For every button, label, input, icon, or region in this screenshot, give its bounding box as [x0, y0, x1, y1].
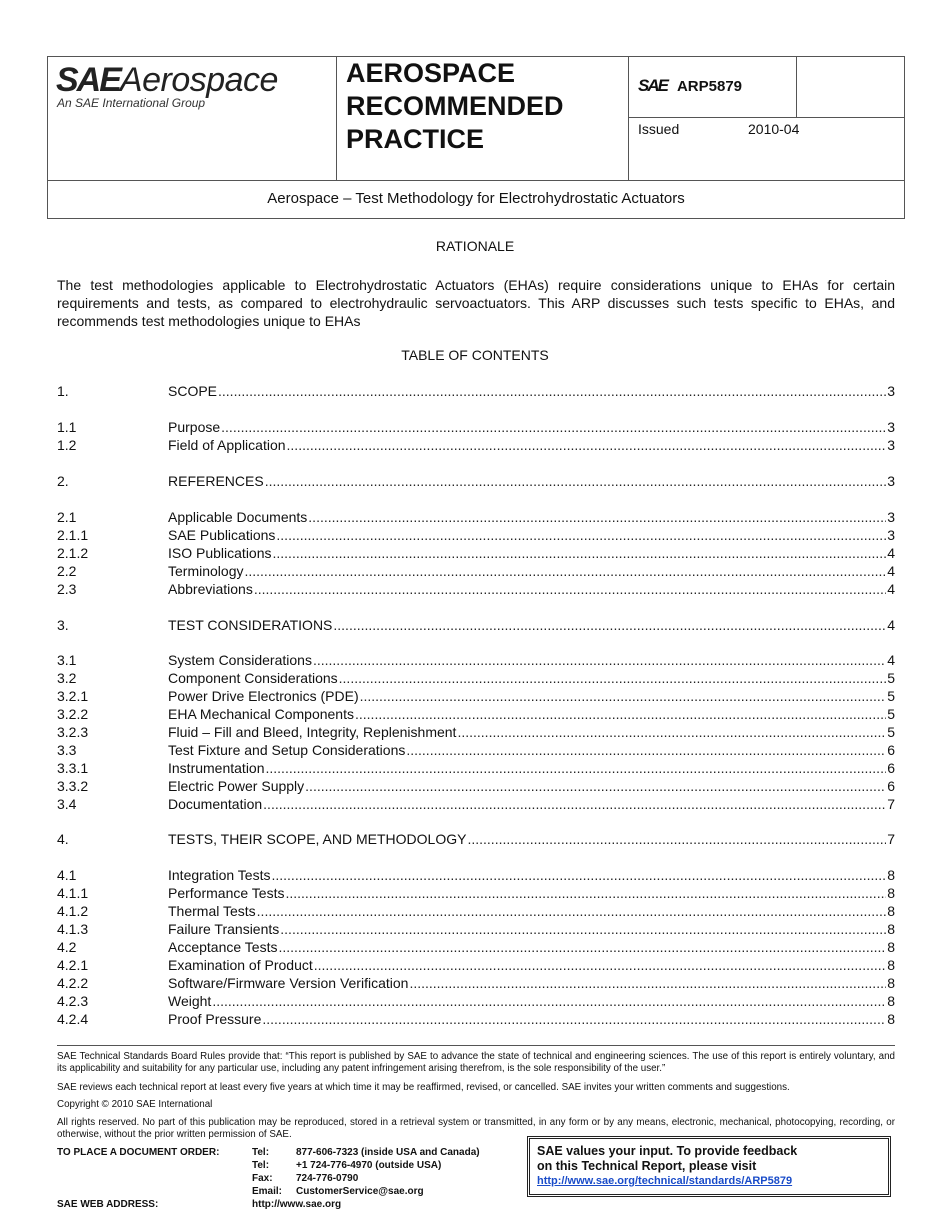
toc-entry[interactable] — [57, 437, 895, 455]
document-number — [638, 76, 742, 96]
toc-leader-dots — [244, 563, 886, 579]
toc-entry[interactable] — [57, 706, 895, 724]
toc-entry[interactable] — [57, 617, 895, 635]
toc-entry-number: 3.2 — [57, 670, 77, 686]
toc-entry-page: 8 — [887, 1011, 895, 1027]
toc-entry-number: 4.1.1 — [57, 885, 89, 901]
toc-entry-page: 4 — [887, 652, 895, 668]
toc-leader-dots — [305, 778, 886, 794]
toc-entry-number: 4.2 — [57, 939, 77, 955]
toc-entry-title: EHA Mechanical Components — [168, 706, 354, 722]
toc-entry-number: 4.2.2 — [57, 975, 89, 991]
toc-entry-number: 1.2 — [57, 437, 77, 453]
toc-entry-title: Terminology — [168, 563, 244, 579]
toc-entry-title: Integration Tests — [168, 867, 271, 883]
toc-leader-dots — [266, 760, 887, 776]
logo-subtitle: An SAE International Group — [57, 96, 206, 110]
toc-entry[interactable] — [57, 527, 895, 545]
toc-entry-title: ISO Publications — [168, 545, 272, 561]
header-divider — [628, 117, 904, 118]
toc-entry[interactable] — [57, 885, 895, 903]
contact-line — [252, 1198, 480, 1211]
toc-leader-dots — [262, 1011, 886, 1027]
board-rules-text: SAE Technical Standards Board Rules provide that: “This report is published by SAE to advance the state of technical and engineering sciences. The use of this report is entirely voluntary, and its applicability and suitability for any particular use, including any patent infringement arising therefrom, is the sole responsibility of the user.” — [57, 1051, 895, 1074]
toc-entry-number: 3.3.1 — [57, 760, 89, 776]
contact-line — [252, 1146, 480, 1159]
toc-entry-title: Fluid – Fill and Bleed, Integrity, Replenishment — [168, 724, 457, 740]
toc-entry-title: Documentation — [168, 796, 263, 812]
feedback-line: on this Technical Report, please visit — [537, 1159, 757, 1173]
toc-entry[interactable] — [57, 993, 895, 1011]
toc-leader-dots — [339, 670, 887, 686]
toc-entry-page: 4 — [887, 545, 895, 561]
toc-entry-title: Performance Tests — [168, 885, 285, 901]
fax-value: 724-776-0790 — [296, 1173, 359, 1184]
toc-entry[interactable] — [57, 473, 895, 491]
review-text: SAE reviews each technical report at least every five years at which time it may be reaffirmed, revised, or cancelled. SAE invites your written comments and suggestions. — [57, 1082, 790, 1093]
toc-entry[interactable] — [57, 509, 895, 527]
tel2-label: Tel: — [252, 1160, 270, 1171]
toc-leader-dots — [406, 742, 886, 758]
toc-entry-page: 4 — [887, 563, 895, 579]
toc-entry-title: System Considerations — [168, 652, 312, 668]
toc-entry[interactable] — [57, 1011, 895, 1029]
toc-entry-page: 6 — [887, 742, 895, 758]
toc-leader-dots — [263, 796, 886, 812]
toc-entry-page: 5 — [887, 706, 895, 722]
toc-leader-dots — [285, 885, 886, 901]
toc-entry-number: 3.2.1 — [57, 688, 89, 704]
toc-entry-title: Abbreviations — [168, 581, 253, 597]
feedback-box — [527, 1136, 891, 1197]
toc-entry[interactable] — [57, 383, 895, 401]
copyright: Copyright © 2010 SAE International — [57, 1099, 213, 1110]
toc-leader-dots — [273, 545, 887, 561]
toc-entry-number: 2.3 — [57, 581, 77, 597]
toc-entry-page: 3 — [887, 437, 895, 453]
toc-entry-number: 3.1 — [57, 652, 77, 668]
toc-entry-number: 3.2.3 — [57, 724, 89, 740]
toc-entry[interactable] — [57, 724, 895, 742]
toc-heading: TABLE OF CONTENTS — [401, 347, 549, 363]
rationale-heading: RATIONALE — [435, 238, 515, 254]
toc-leader-dots — [360, 688, 887, 704]
toc-leader-dots — [257, 903, 887, 919]
toc-entry-number: 3.3 — [57, 742, 77, 758]
toc-leader-dots — [409, 975, 886, 991]
toc-entry-number: 4.2.3 — [57, 993, 89, 1009]
toc-entry-number: 2. — [57, 473, 69, 489]
toc-entry-title: Failure Transients — [168, 921, 280, 937]
toc-leader-dots — [276, 527, 886, 543]
toc-leader-dots — [271, 867, 886, 883]
toc-entry[interactable] — [57, 778, 895, 796]
toc-entry-title: Electric Power Supply — [168, 778, 305, 794]
toc-entry[interactable] — [57, 921, 895, 939]
toc-entry-page: 5 — [887, 688, 895, 704]
toc-entry-number: 3.3.2 — [57, 778, 89, 794]
toc-leader-dots — [333, 617, 886, 633]
toc-entry-page: 5 — [887, 670, 895, 686]
toc-entry-number: 1.1 — [57, 419, 77, 435]
contact-line — [252, 1159, 480, 1172]
fax-label: Fax: — [252, 1173, 273, 1184]
toc-leader-dots — [254, 581, 886, 597]
toc-entry-page: 8 — [887, 921, 895, 937]
email-value[interactable]: CustomerService@sae.org — [296, 1186, 424, 1197]
header-divider — [796, 57, 797, 118]
contact-block — [252, 1146, 480, 1211]
toc-entry-number: 2.2 — [57, 563, 77, 579]
header-divider — [48, 180, 904, 181]
web-label: SAE WEB ADDRESS: — [57, 1199, 159, 1210]
doc-type-line: RECOMMENDED — [346, 91, 564, 121]
toc-entry-number: 4.1.3 — [57, 921, 89, 937]
toc-leader-dots — [287, 437, 887, 453]
toc-entry[interactable] — [57, 957, 895, 975]
toc-entry-page: 7 — [887, 796, 895, 812]
toc-entry-page: 6 — [887, 760, 895, 776]
toc-entry-title: Test Fixture and Setup Considerations — [168, 742, 406, 758]
toc-entry-title: Thermal Tests — [168, 903, 256, 919]
toc-entry[interactable] — [57, 419, 895, 437]
toc-entry-number: 4. — [57, 831, 69, 847]
toc-entry[interactable] — [57, 867, 895, 885]
toc-entry[interactable] — [57, 796, 895, 814]
toc-entry-page: 8 — [887, 885, 895, 901]
toc-entry-number: 3. — [57, 617, 69, 633]
document-header — [47, 56, 905, 219]
toc-leader-dots — [355, 706, 886, 722]
toc-entry-number: 2.1 — [57, 509, 77, 525]
toc-entry-page: 4 — [887, 581, 895, 597]
toc-entry-number: 3.2.2 — [57, 706, 89, 722]
rights-text: All rights reserved. No part of this publication may be reproduced, stored in a retrieval system or transmitted, in any form or by any means, electronic, mechanical, photocopying, recording, or otherwise, without the prior written permission of SAE. — [57, 1117, 895, 1140]
email-label: Email: — [252, 1186, 283, 1197]
toc-entry-title: Power Drive Electronics (PDE) — [168, 688, 359, 704]
toc-entry-page: 4 — [887, 617, 895, 633]
toc-entry-page: 5 — [887, 724, 895, 740]
doc-number-value: ARP5879 — [676, 77, 743, 95]
toc-entry-title: Examination of Product — [168, 957, 313, 973]
toc-entry[interactable] — [57, 670, 895, 688]
toc-entry-page: 8 — [887, 939, 895, 955]
toc-entry-page: 8 — [887, 993, 895, 1009]
toc-leader-dots — [314, 957, 886, 973]
toc-entry-title: Component Considerations — [168, 670, 338, 686]
contact-line — [252, 1172, 480, 1185]
logo-brand: SAE — [56, 61, 120, 99]
document-title: Aerospace – Test Methodology for Electrohydrostatic Actuators — [267, 190, 685, 207]
toc-entry[interactable] — [57, 545, 895, 563]
toc-entry[interactable] — [57, 688, 895, 706]
issued-date: 2010-04 — [748, 121, 800, 137]
sae-mark: SAE — [638, 76, 667, 95]
toc-entry-title: TESTS, THEIR SCOPE, AND METHODOLOGY — [168, 831, 467, 847]
rationale-text: The test methodologies applicable to Electrohydrostatic Actuators (EHAs) require considerations unique to EHAs for certain requirements and tests, as compared to electrohydraulic servoactuators. This ARP discusses such tests specific to EHAs, and recommends test methodologies unique to EHAs — [57, 277, 895, 329]
issued-label: Issued — [638, 121, 680, 137]
document-type — [346, 57, 564, 156]
toc-entry[interactable] — [57, 563, 895, 581]
toc-leader-dots — [313, 652, 886, 668]
header-divider — [336, 57, 337, 181]
toc-entry[interactable] — [57, 652, 895, 670]
toc-entry-page: 8 — [887, 867, 895, 883]
toc-leader-dots — [457, 724, 886, 740]
logo-word: Aerospace — [119, 61, 278, 99]
toc-entry[interactable] — [57, 975, 895, 993]
toc-entry-number: 4.2.1 — [57, 957, 89, 973]
toc-entry-number: 1. — [57, 383, 69, 399]
toc-entry-title: Proof Pressure — [168, 1011, 262, 1027]
header-divider — [628, 57, 629, 181]
toc-leader-dots — [265, 473, 887, 489]
footer-divider — [57, 1045, 895, 1046]
toc-entry[interactable] — [57, 939, 895, 957]
toc-entry-title: SAE Publications — [168, 527, 276, 543]
toc-entry-page: 3 — [887, 419, 895, 435]
toc-leader-dots — [467, 831, 886, 847]
toc-entry[interactable] — [57, 903, 895, 921]
toc-leader-dots — [212, 993, 886, 1009]
toc-entry-title: Weight — [168, 993, 212, 1009]
toc-entry[interactable] — [57, 760, 895, 778]
sae-aerospace-logo — [56, 63, 306, 123]
toc-entry[interactable] — [57, 742, 895, 760]
toc-entry-number: 4.2.4 — [57, 1011, 89, 1027]
toc-entry-title: Applicable Documents — [168, 509, 308, 525]
toc-entry-title: TEST CONSIDERATIONS — [168, 617, 333, 633]
tel-value: 877-606-7323 (inside USA and Canada) — [296, 1147, 480, 1158]
doc-type-line: PRACTICE — [346, 124, 485, 154]
doc-type-line: AEROSPACE — [346, 58, 516, 88]
toc-leader-dots — [308, 509, 886, 525]
toc-entry-page: 7 — [887, 831, 895, 847]
toc-leader-dots — [280, 921, 886, 937]
tel-label: Tel: — [252, 1147, 270, 1158]
toc-entry-page: 6 — [887, 778, 895, 794]
toc-entry-page: 3 — [887, 473, 895, 489]
toc-entry-page: 8 — [887, 957, 895, 973]
web-address[interactable]: http://www.sae.org — [252, 1199, 342, 1210]
toc-entry-title: Instrumentation — [168, 760, 265, 776]
toc-entry-number: 2.1.1 — [57, 527, 89, 543]
order-label: TO PLACE A DOCUMENT ORDER: — [57, 1147, 220, 1158]
toc-entry-page: 8 — [887, 975, 895, 991]
toc-leader-dots — [221, 419, 886, 435]
contact-line — [252, 1185, 480, 1198]
toc-entry-number: 2.1.2 — [57, 545, 89, 561]
toc-entry-page: 3 — [887, 527, 895, 543]
toc-entry-page: 3 — [887, 509, 895, 525]
toc-entry-page: 3 — [887, 383, 895, 399]
toc-leader-dots — [218, 383, 886, 399]
feedback-link[interactable]: http://www.sae.org/technical/standards/ARP5879 — [537, 1175, 793, 1187]
toc-entry[interactable] — [57, 581, 895, 599]
toc-entry-number: 4.1.2 — [57, 903, 89, 919]
toc-entry-title: Field of Application — [168, 437, 286, 453]
toc-entry-title: REFERENCES — [168, 473, 264, 489]
toc-entry-number: 3.4 — [57, 796, 77, 812]
toc-entry-title: Software/Firmware Version Verification — [168, 975, 409, 991]
tel2-value: +1 724-776-4970 (outside USA) — [296, 1160, 442, 1171]
toc-entry-number: 4.1 — [57, 867, 77, 883]
toc-entry-title: Purpose — [168, 419, 221, 435]
toc-entry-title: SCOPE — [168, 383, 218, 399]
toc-entry-title: Acceptance Tests — [168, 939, 278, 955]
feedback-line: SAE values your input. To provide feedback — [537, 1144, 798, 1158]
toc-entry-page: 8 — [887, 903, 895, 919]
toc-entry[interactable] — [57, 831, 895, 849]
toc-leader-dots — [278, 939, 886, 955]
